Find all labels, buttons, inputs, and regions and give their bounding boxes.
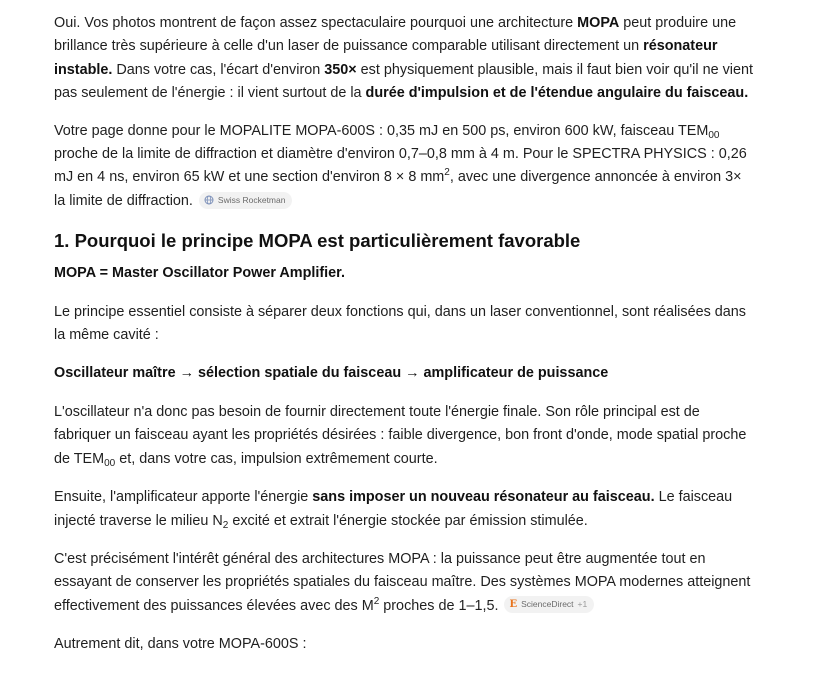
citation-chip[interactable] (199, 192, 293, 209)
section-heading: 1. Pourquoi le principe MOPA est particulièrement favorable (54, 230, 581, 252)
bold-text: sans imposer un nouveau résonateur au faisceau. (312, 489, 655, 506)
bold-text: MOPA (577, 15, 620, 31)
text: peut produire une brillance très supérieure à celle d'un laser de puissance comparable utilisant directement un (54, 15, 737, 55)
subscript: 00 (708, 129, 720, 141)
text: excité et extrait l'énergie stockée par émission stimulée. (228, 512, 588, 529)
paragraph-amplifier (54, 486, 754, 533)
paragraph-specs (54, 120, 754, 214)
superscript: 2 (373, 595, 380, 607)
text: et, dans votre cas, impulsion extrêmement courte. (115, 450, 438, 467)
superscript: 2 (444, 167, 450, 179)
text: Ensuite, l'amplificateur apporte l'énergie (54, 489, 313, 506)
bold-text: durée d'impulsion et de l'étendue angulaire du faisceau. (365, 85, 749, 102)
paragraph-chain: Oscillateur maître → sélection spatiale du faisceau → amplificateur de puissance (54, 365, 609, 382)
globe-icon (204, 195, 214, 205)
text: proche de la limite de diffraction et diamètre d'environ 0,7–0,8 mm à 4 m. Pour le SPECTRA PHYSICS : 0,26 mJ en 4 ns, environ 65 kW et une section d'environ 8 × 8 mm (54, 146, 747, 186)
text: Le faisceau injecté traverse le milieu N (54, 489, 733, 529)
paragraph-principle: Le principe essentiel consiste à séparer deux fonctions qui, dans un laser conventionnel, sont réalisées dans la même cavité : (54, 303, 746, 344)
paragraph-conclusion: Autrement dit, dans votre MOPA-600S : (54, 636, 307, 653)
chat-message-content (54, 12, 754, 672)
subscript: 2 (222, 519, 229, 531)
text: est physiquement plausible, mais il faut bien voir qu'il ne vient pas seulement de l'énergie : il vient surtout de la (54, 61, 753, 102)
text: proches de 1–1,5. (379, 597, 499, 614)
text: , avec une divergence annoncée à environ 3× la limite de diffraction. (54, 169, 742, 209)
text: Votre page donne pour le MOPALITE MOPA-600S : 0,35 mJ en 500 ps, environ 600 kW, faisceau TEM (54, 122, 709, 139)
citation-label: ScienceDirect (521, 599, 574, 610)
paragraph-oscillator (54, 401, 754, 471)
paragraph-mopa-interest (54, 548, 754, 618)
text: Oui. Vos photos montrent de façon assez spectaculaire pourquoi une architecture (54, 15, 578, 31)
subscript: 00 (104, 457, 116, 469)
bold-text: résonateur instable. (54, 38, 718, 78)
paragraph-intro (54, 12, 754, 106)
text: L'oscillateur n'a donc pas besoin de fournir directement toute l'énergie finale. Son rôle principal est de fabriquer un faisceau ayant les propriétés désirées : faible divergence, bon front d'onde, mode spatial proche de TEM (54, 403, 747, 467)
text: C'est précisément l'intérêt général des architectures MOPA : la puissance peut être augmentée tout en essayant de conserver les propriétés spatiales du faisceau maître. Des systèmes MOPA modernes atteignent effectivement des puissances élevées avec des M (54, 550, 751, 614)
bold-text: 350× (324, 61, 357, 78)
citation-count: +1 (577, 599, 588, 610)
paragraph-definition: MOPA = Master Oscillator Power Amplifier. (54, 265, 345, 282)
elsevier-icon: E (509, 599, 518, 611)
citation-chip[interactable] (504, 596, 594, 613)
text: Dans votre cas, l'écart d'environ (112, 61, 325, 78)
citation-label: Swiss Rocketman (217, 194, 286, 205)
